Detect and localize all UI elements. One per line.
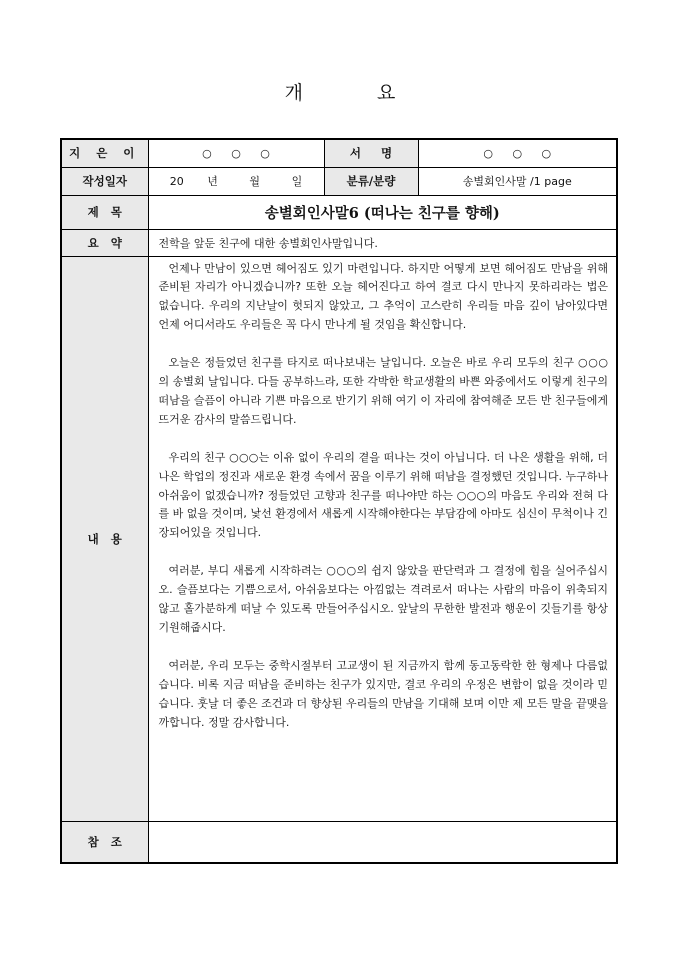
reference-value <box>148 821 617 863</box>
author-row <box>61 139 617 167</box>
author-value: ○ ○ ○ <box>148 139 324 167</box>
date-day-unit: 일 <box>291 175 303 188</box>
content-paragraph: 언제나 만남이 있으면 헤어짐도 있기 마련입니다. 하지만 어떻게 보면 헤어짐도 만남을 위해 준비된 자리가 아니겠습니까? 또한 오늘 헤어진다고 하여 결코 다시 만나지 못하리라는 법은 없습니다. 우리의 지난날이 헛되지 않았고, 그 추억이 고스란히 우리들 마음 깊이 남아있다면 언제 어디서라도 우리들은 꼭 다시 만나게 될 것임을 확신합니다. <box>158 261 608 332</box>
reference-row <box>61 821 617 863</box>
signature-value: ○ ○ ○ <box>418 139 617 167</box>
subject-row <box>61 195 617 229</box>
content-paragraph: 우리의 친구 ○○○는 이유 없이 우리의 곁을 떠나는 것이 아닙니다. 더 나은 생활을 위해, 더 나은 학업의 정진과 새로운 환경 속에서 꿈을 이루기 위해 떠남을 결정했던 것입니다. 누구하나 아쉬움이 없겠습니까? 정들었던 고향과 친구를 떠나야만 하는 ○○○의 마음도 우리와 전혀 다를 바 없을 것이며, 낯선 환경에서 새롭게 시작해야한다는 부담감에 아마도 심신이 무척이나 긴장되어있을 것입니다. <box>158 450 608 540</box>
date-label: 작성일자 <box>61 167 148 195</box>
summary-value: 전학을 앞둔 친구에 대한 송별회인사말입니다. <box>148 229 617 256</box>
date-year: 20 <box>169 175 184 188</box>
author-label: 지 은 이 <box>61 139 148 167</box>
date-row <box>61 167 617 195</box>
subject-value: 송별회인사말6 (떠나는 친구를 향해) <box>148 195 617 229</box>
summary-row <box>61 229 617 256</box>
subject-label: 제 목 <box>61 195 148 229</box>
date-year-unit: 년 <box>207 175 218 188</box>
overview-form-table <box>60 138 618 864</box>
summary-label: 요 약 <box>61 229 148 256</box>
category-label: 분류/분량 <box>324 167 418 195</box>
reference-label: 참 조 <box>61 821 148 863</box>
content-body <box>148 256 617 821</box>
content-paragraph: 여러분, 우리 모두는 중학시절부터 고교생이 된 지금까지 함께 동고동락한 한 형제나 다름없습니다. 비록 지금 떠남을 준비하는 친구가 있지만, 결코 우리의 우정은 변함이 없을 것이라 믿습니다. 훗날 더 좋은 조건과 더 향상된 우리들의 만남을 기대해 보며 이만 제 모든 말을 끝맺을까합니다. 정말 감사합니다. <box>158 658 608 729</box>
content-paragraph: 오늘은 정들었던 친구를 타지로 떠나보내는 날입니다. 오늘은 바로 우리 모두의 친구 ○○○의 송별회 날입니다. 다들 공부하느라, 또한 각박한 학교생활의 바쁜 와중에서도 이렇게 친구의 떠남을 슬픔이 아니라 기쁜 마음으로 반기기 위해 여기 이 자리에 참여해준 모든 반 친구들에게 뜨거운 감사의 말씀드립니다. <box>158 356 608 426</box>
content-paragraph: 여러분, 부디 새롭게 시작하려는 ○○○의 쉽지 않았을 판단력과 그 결정에 힘을 실어주십시오. 슬픔보다는 기쁨으로서, 아쉬움보다는 아낌없는 격려로서 떠나는 사람의 마음이 위축되지 않고 홀가분하게 떠날 수 있도록 만들어주십시오. 앞날의 무한한 발전과 행운이 깃들기를 항상 기원해줍시다. <box>158 564 608 634</box>
date-month-unit: 월 <box>249 175 261 188</box>
document-title: 개 요 <box>284 82 430 104</box>
date-value <box>148 167 324 195</box>
content-row <box>61 256 617 821</box>
content-label: 내 용 <box>61 256 148 821</box>
signature-label: 서 명 <box>324 139 418 167</box>
category-value: 송별회인사말 /1 page <box>418 167 617 195</box>
